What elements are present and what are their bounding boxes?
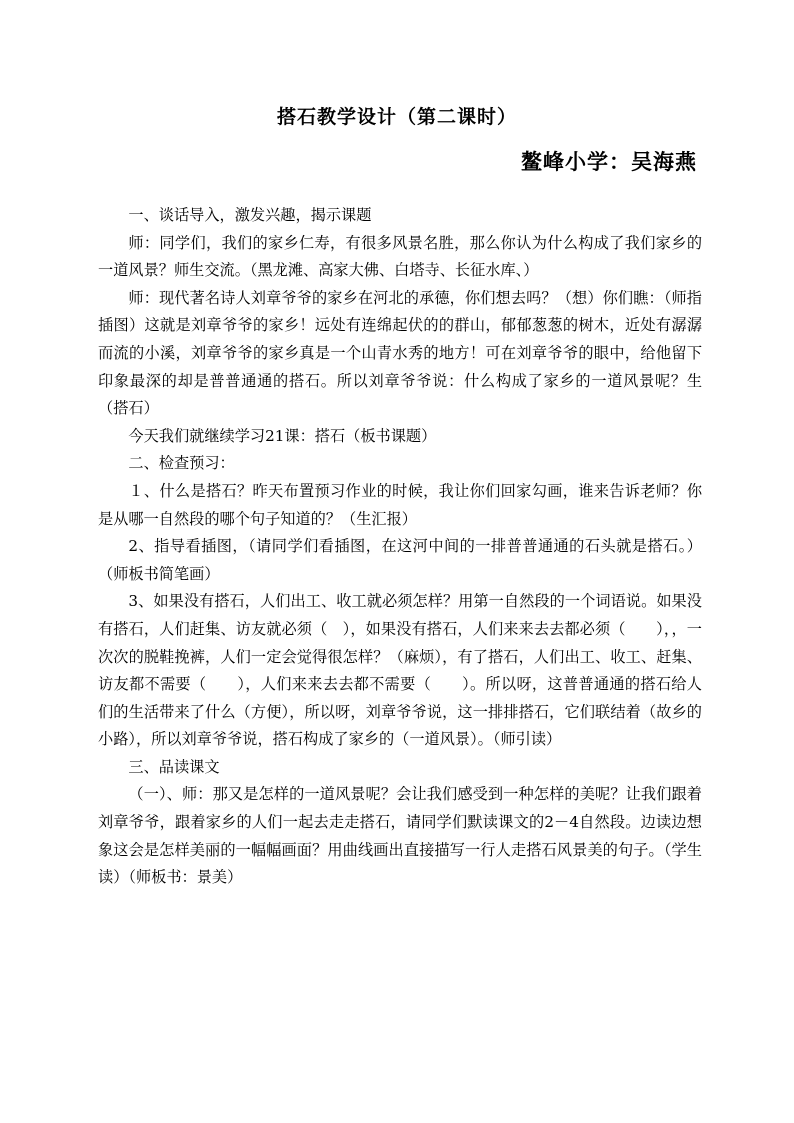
paragraph: 师：现代著名诗人刘章爷爷的家乡在河北的承德，你们想去吗？（想）你们瞧：（师指插图）这就是刘章爷爷的家乡！远处有连绵起伏的的群山，郁郁葱葱的树木，近处有潺潺而流的小溪，刘章爷爷的家乡真是一个山青水秀的地方！可在刘章爷爷的眼中，给他留下印象最深的却是普普通通的搭石。所以刘章爷爷说：什么构成了家乡的一道风景呢？生（搭石） bbox=[98, 288, 702, 418]
paragraph: 一、谈话导入，激发兴趣，揭示课题 bbox=[128, 206, 372, 224]
paragraph: 今天我们就继续学习21课：搭石（板书课题） bbox=[128, 426, 437, 445]
document-body bbox=[98, 202, 702, 892]
paragraph: 2、指导看插图，（请同学们看插图，在这河中间的一排普普通通的石头就是搭石。）（师板书简笔画） bbox=[98, 537, 702, 583]
document-title: 搭石教学设计（第二课时） bbox=[276, 106, 517, 128]
paragraph: （一）、师：那又是怎样的一道风景呢？会让我们感受到一种怎样的美呢？让我们跟着刘章爷爷，跟着家乡的人们一起去走走搭石，请同学们默读课文的2－4自然段。边读边想象这会是怎样美丽的一幅幅画面？用曲线画出直接描写一行人走搭石风景美的句子。（学生读）（师板书：景美） bbox=[98, 785, 702, 887]
paragraph: 二、检查预习： bbox=[128, 454, 235, 473]
paragraph: １、什么是搭石？昨天布置预习作业的时候，我让你们回家勾画，谁来告诉老师？你是从哪一自然段的哪个句子知道的？（生汇报） bbox=[98, 481, 702, 528]
paragraph: 3、如果没有搭石，人们出工、收工就必须怎样？用第一自然段的一个词语说。如果没有搭石，人们赶集、访友就必须（ ），如果没有搭石，人们来来去去都必须（ ），，一次次的脱鞋挽裤，人们一定会觉得很怎样？（麻烦），有了搭石，人们出工、收工、赶集、访友都不需要（ ），人们来来去去都不需要（ ）。所以呀，这普普通通的搭石给人们的生活带来了什么（方便），所以呀，刘章爷爷说，这一排排搭石，它们联结着（故乡的小路），所以刘章爷爷说，搭石构成了家乡的（一道风景）。（师引读） bbox=[98, 592, 702, 749]
paragraph: 三、品读课文 bbox=[128, 757, 220, 776]
paragraph: 师：同学们，我们的家乡仁寿，有很多风景名胜，那么你认为什么构成了我们家乡的一道风景？师生交流。（黑龙滩、高家大佛、白塔寺、长征水库、） bbox=[98, 233, 702, 280]
author-line: 鳌峰小学：吴海燕 bbox=[521, 150, 697, 174]
